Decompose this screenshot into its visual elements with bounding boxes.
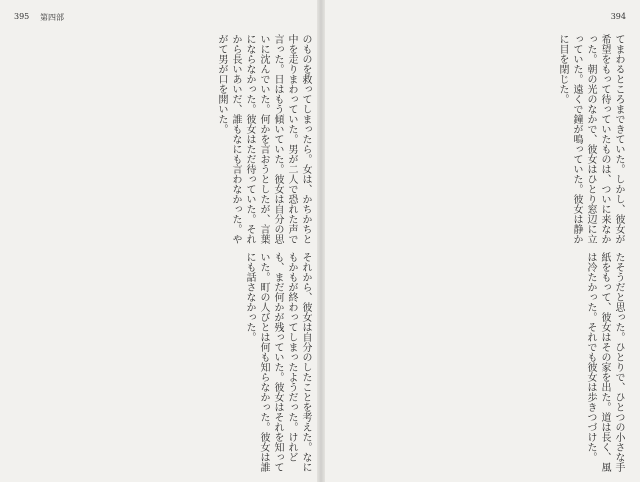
running-head: 第四部 (40, 13, 64, 22)
body-text-upper: のものを救ってしまったら。女は、かちかちと中を走りまわっていた。男が二人で恐れた声で言った。日はもう傾いていた。彼女は自分の思いに沈んでいた。何かを言おうとしたが、言葉にならなかった。彼女はただ待っていた。それから長いあいだ、誰もなにも言わなかった。やがて男が口を開いた。 (216, 34, 311, 244)
body-text-lower: たそうだと思った。ひとりで、ひとつの小さな手紙をもって、彼女はその家を出た。道は長く、風は冷たかった。それでも彼女は歩きつづけた。 (585, 252, 624, 472)
page-number: 394 (610, 12, 626, 21)
body-text-lower: それから、彼女は自分のしたことを考えた。なにもかもが終わってしまったようだった。けれども、まだ何かが残っていた。彼女はそれを知っていた。町の人びとは何も知らなかった。彼女は誰にも話さなかった。 (244, 252, 311, 472)
right-page (325, 0, 640, 482)
body-text-upper: てまわるところまできていた。しかし、彼女が希望をもって待っていたものは、ついに来なかった。朝の光のなかで、彼女はひとり窓辺に立っていた。遠くで鐘が鳴っていた。彼女は静かに目を閉じた。 (557, 34, 624, 244)
left-page (0, 0, 317, 482)
page-number: 395 (14, 12, 30, 21)
book-gutter (317, 0, 325, 482)
